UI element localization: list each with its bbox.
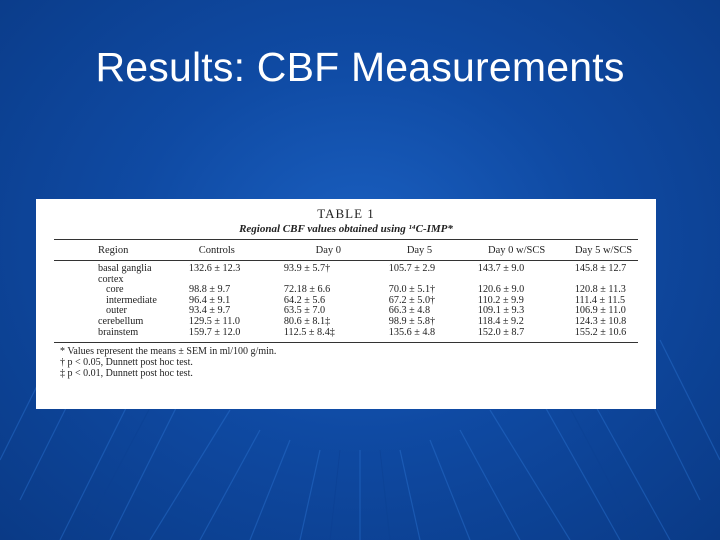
cell-controls: 96.4 ± 9.1 bbox=[188, 294, 231, 306]
cell-region: cerebellum bbox=[98, 315, 144, 327]
col-header-day0: Day 0 bbox=[315, 245, 341, 256]
table-label: TABLE 1 bbox=[317, 206, 375, 221]
cell-day5-scs: 120.8 ± 11.3 bbox=[574, 284, 626, 296]
table-footnotes bbox=[54, 347, 638, 379]
table-bottom-rule bbox=[54, 342, 638, 343]
cell-day0: 64.2 ± 5.6 bbox=[283, 294, 326, 306]
cell-region: intermediate bbox=[106, 294, 157, 306]
table-row bbox=[54, 328, 638, 339]
cell-day5: 67.2 ± 5.0† bbox=[388, 294, 436, 306]
cell-day0-scs: 143.7 ± 9.0 bbox=[477, 263, 525, 274]
cell-day5-scs: 155.2 ± 10.6 bbox=[574, 326, 627, 338]
col-header-controls: Controls bbox=[198, 245, 235, 256]
slide-title: Results: CBF Measurements bbox=[95, 44, 625, 90]
cell-day0: 93.9 ± 5.7† bbox=[283, 263, 331, 274]
cell-region: cortex bbox=[98, 273, 124, 285]
table-row bbox=[54, 264, 638, 275]
table-row bbox=[54, 296, 638, 307]
col-header-day5-scs: Day 5 w/SCS bbox=[574, 245, 633, 256]
cell-day5: 105.7 ± 2.9 bbox=[388, 263, 436, 274]
cell-day0: 72.18 ± 6.6 bbox=[283, 284, 331, 296]
table-row bbox=[54, 317, 638, 328]
cell-day0: 63.5 ± 7.0 bbox=[283, 305, 326, 317]
cell-day0-scs: 110.2 ± 9.9 bbox=[477, 294, 524, 306]
footnote: * Values represent the means ± SEM in ml/100 g/min. bbox=[60, 346, 277, 358]
cell-day0-scs: 109.1 ± 9.3 bbox=[477, 305, 525, 317]
cell-day5: 135.6 ± 4.8 bbox=[388, 326, 436, 338]
cell-day5-scs: 145.8 ± 12.7 bbox=[574, 263, 627, 274]
cell-day5-scs: 111.4 ± 11.5 bbox=[574, 294, 626, 306]
col-header-day5: Day 5 bbox=[406, 245, 433, 256]
cell-region: outer bbox=[106, 305, 127, 317]
col-header-day0-scs: Day 0 w/SCS bbox=[488, 245, 546, 256]
table-caption: Regional CBF values obtained using ¹⁴C-IMP* bbox=[239, 223, 453, 235]
cell-controls: 132.6 ± 12.3 bbox=[188, 263, 241, 274]
cell-day0-scs: 152.0 ± 8.7 bbox=[477, 326, 525, 338]
footnote: ‡ p < 0.01, Dunnett post hoc test. bbox=[60, 367, 193, 379]
cell-day5: 66.3 ± 4.8 bbox=[388, 305, 431, 317]
table-header-row bbox=[54, 240, 638, 260]
table-row bbox=[54, 275, 638, 286]
cell-day5-scs: 106.9 ± 11.0 bbox=[574, 305, 626, 317]
cell-region: brainstem bbox=[98, 326, 139, 338]
results-table bbox=[36, 199, 656, 409]
footnote: † p < 0.05, Dunnett post hoc test. bbox=[60, 356, 193, 368]
cell-day0-scs: 118.4 ± 9.2 bbox=[477, 315, 524, 327]
cell-day5: 70.0 ± 5.1† bbox=[388, 284, 436, 296]
col-header-region: Region bbox=[98, 245, 129, 256]
cell-controls: 98.8 ± 9.7 bbox=[188, 284, 231, 296]
cell-day0-scs: 120.6 ± 9.0 bbox=[477, 284, 525, 296]
cell-day5-scs: 124.3 ± 10.8 bbox=[574, 315, 627, 327]
cell-controls: 93.4 ± 9.7 bbox=[188, 305, 231, 317]
cell-day0: 112.5 ± 8.4‡ bbox=[283, 326, 335, 338]
cell-day5: 98.9 ± 5.8† bbox=[388, 315, 436, 327]
cell-region: core bbox=[106, 284, 124, 296]
cell-controls: 129.5 ± 11.0 bbox=[188, 315, 240, 327]
table-body bbox=[54, 261, 638, 338]
cell-controls: 159.7 ± 12.0 bbox=[188, 326, 241, 338]
cell-day0: 80.6 ± 8.1‡ bbox=[283, 315, 331, 327]
cell-region: basal ganglia bbox=[98, 263, 152, 274]
